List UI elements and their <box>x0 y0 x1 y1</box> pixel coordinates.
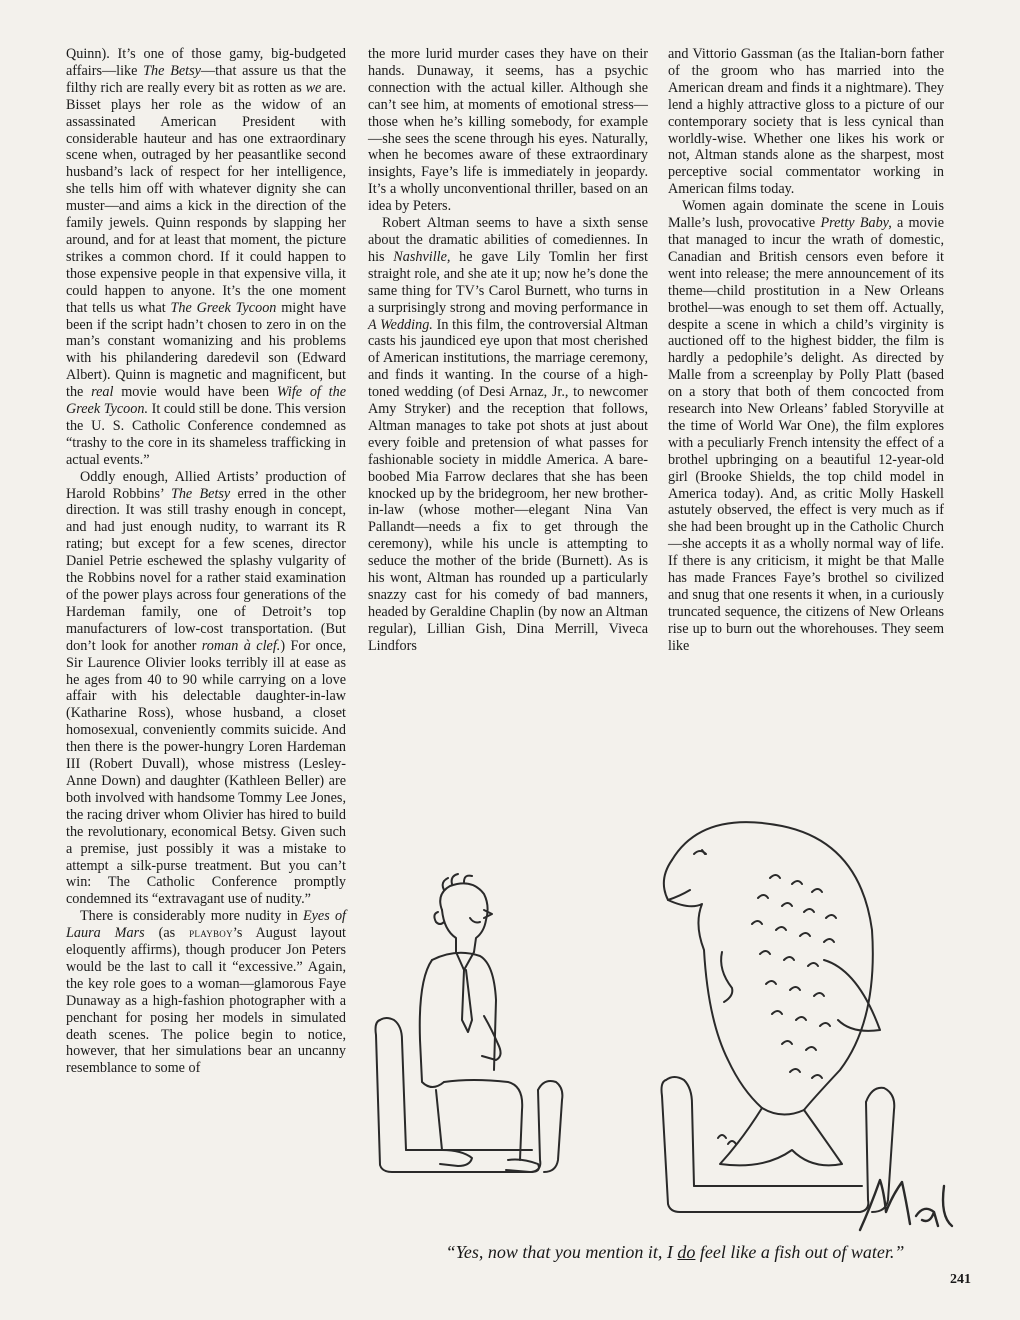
paragraph: Robert Altman seems to have a sixth sense about the dramatic abilities of comediennes. In his Nashville, he gave Lily Tomlin her first straight role, and she ate it up; now he’s done the same thing for TV’s Carol Burnett, who turns in a surprisingly strong and moving performance in A Wedding. In this film, the controversial Altman casts his jaundiced eye upon that most cherished of American institutions, the marriage ceremony, and finds it wanting. In the course of a high-toned wedding (of Desi Arnaz, Jr., to newcomer Amy Stryker) and the reception that follows, Altman manages to take pot shots at just about every foible and pretension of what passes for fashionable society in middle America. A bare-boobed Mia Farrow declares that she has been knocked up by the bridegroom, her new brother-in-law (whose mother—elegant Nina Van Pallandt—needs a fix to get through the ceremony), while his uncle is attempting to seduce the mother of the bride (Burnett). As is his wont, Altman has rounded up a particularly snazzy cast for his comedy of bad manners, headed by Geraldine Chaplin (by now an Altman regular), Lillian Gish, Dina Merrill, Viveca Lindfors <box>368 215 649 654</box>
paragraph: the more lurid murder cases they have on their hands. Dunaway, it seems, has a psychic connection with the actual killer. Although she can’t see him, at moments of emotional stress—those when he’s killing somebody, for example—she sees the scene through his eyes. Naturally, when he becomes aware of these extraordinary insights, Faye’s life is immediately in jeopardy. It’s a wholly unconventional thriller, based on an idea by Peters. <box>368 46 648 215</box>
fish-figure <box>664 822 880 1165</box>
paragraph: Oddly enough, Allied Artists’ production of Harold Robbins’ The Betsy erred in the other direction. It was still trashy enough in concept, and had just enough nudity, to warrant its R rating; but except for a few scenes, director Daniel Petrie eschewed the splashy vulgarity of the Robbins novel for a rather staid examination of the power plays across four generations of the Hardeman family, one of Detroit’s top manufacturers of low-cost transportation. (But don’t look for another roman à clef.) For once, Sir Laurence Olivier looks terribly ill at ease as he ages from 40 to 90 while carrying on a love affair with his delectable daughter-in-law (Katharine Ross), whose husband, a closet homosexual, conveniently commits suicide. And then there is the power-hungry Loren Hardeman III (Robert Duvall), whose mistress (Lesley-Anne Down) and daughter (Kathleen Beller) are both involved with handsome Tommy Lee Jones, the racing driver whom Olivier has hired to build the revolutionary, economical Betsy. Given such a premise, just possibly it was a mistake to attempt a silk-purse treatment. But you can’t win: The Catholic Conference promptly condemned its “extravagant use of nudity.” <box>66 468 347 908</box>
article-column-3 <box>668 46 944 655</box>
cartoon-fish-therapy-illustration <box>372 820 972 1240</box>
paragraph: and Vittorio Gassman (as the Italian-born father of the groom who has married into the American dream and finds it a nightmare). They lend a highly attractive gloss to a picture of our contemporary society that is less cynical than worldly-wise. Whether one likes his work or not, Altman stands alone as the sharpest, most perceptive social commentator working in American films today. <box>668 46 944 198</box>
paragraph: There is considerably more nudity in Eyes of Laura Mars (as playboy’s August layout eloquently affirms), though producer Jon Peters would be the last to call it “excessive.” Again, the key role goes to a woman—glamorous Faye Dunaway as a high-fashion photographer with a penchant for posing her models in simulated death scenes. The police begin to notice, however, that her simulations bear an uncanny resemblance to some of <box>66 908 346 1077</box>
page-number: 241 <box>950 1272 971 1287</box>
article-column-2 <box>368 46 648 655</box>
man-figure <box>420 874 539 1172</box>
artist-signature <box>860 1180 952 1230</box>
paragraph: Quinn). It’s one of those gamy, big-budgeted affairs—like The Betsy—that assure us that the filthy rich are really every bit as rotten as we are. Bisset plays her role as the widow of an assassinated American President with considerable hauteur and has one extraordinary scene when, outraged by her peasantlike second husband’s lack of respect for her intelligence, she tells him off with whatever dignity she can muster—and aims a kick in the direction of the family jewels. Quinn responds by slapping her around, and for at least that moment, the picture strikes a common chord. If it could happen to those expensive people in that expensive villa, it could happen to anyone. It’s the one moment that tells us what The Greek Tycoon might have been if the script hadn’t chosen to zero in on the man’s constant womanizing and his problems with his philandering daredevil son (Edward Albert). Quinn is magnetic and magnificent, but the real movie would have been Wife of the Greek Tycoon. It could still be done. This version the U. S. Catholic Conference condemned as “trashy to the core in its shameless trafficking in actual events.” <box>66 46 346 468</box>
article-column-1 <box>66 46 346 1077</box>
armchair-right <box>662 1077 895 1212</box>
paragraph: Women again dominate the scene in Louis Malle’s lush, provocative Pretty Baby, a movie that managed to incur the wrath of domestic, Canadian and British censors even before it went into release; the mere announcement of its theme—child prostitution in a New Orleans brothel—was enough to set them off. Actually, despite a scene in which a child’s virginity is auctioned off to the highest bidder, the film is hardly a pedophile’s delight. As directed by Malle from a screenplay by Polly Platt (based on a story that both of them concocted from research into New Orleans’ fabled Storyville at the time of World War One), the film explores with a peculiarly French intensity the effect of a brothel upbringing on a beautiful 12-year-old girl (Brooke Shields, the top child model in America today). And, as critic Molly Haskell astutely observed, the effect is very much as if she had been brought up in the Catholic Church—she accepts it as a wholly normal way of life. If there is any criticism, it might be that Malle has made Frances Faye’s brothel so civilized and snug that one resents it when, in a curiously truncated sequence, the citizens of New Orleans rise up to burn out the whorehouses. They seem like <box>668 198 944 654</box>
armchair-left <box>376 1018 563 1172</box>
cartoon-caption: “Yes, now that you mention it, I do feel like a fish out of water.” <box>445 1242 905 1262</box>
